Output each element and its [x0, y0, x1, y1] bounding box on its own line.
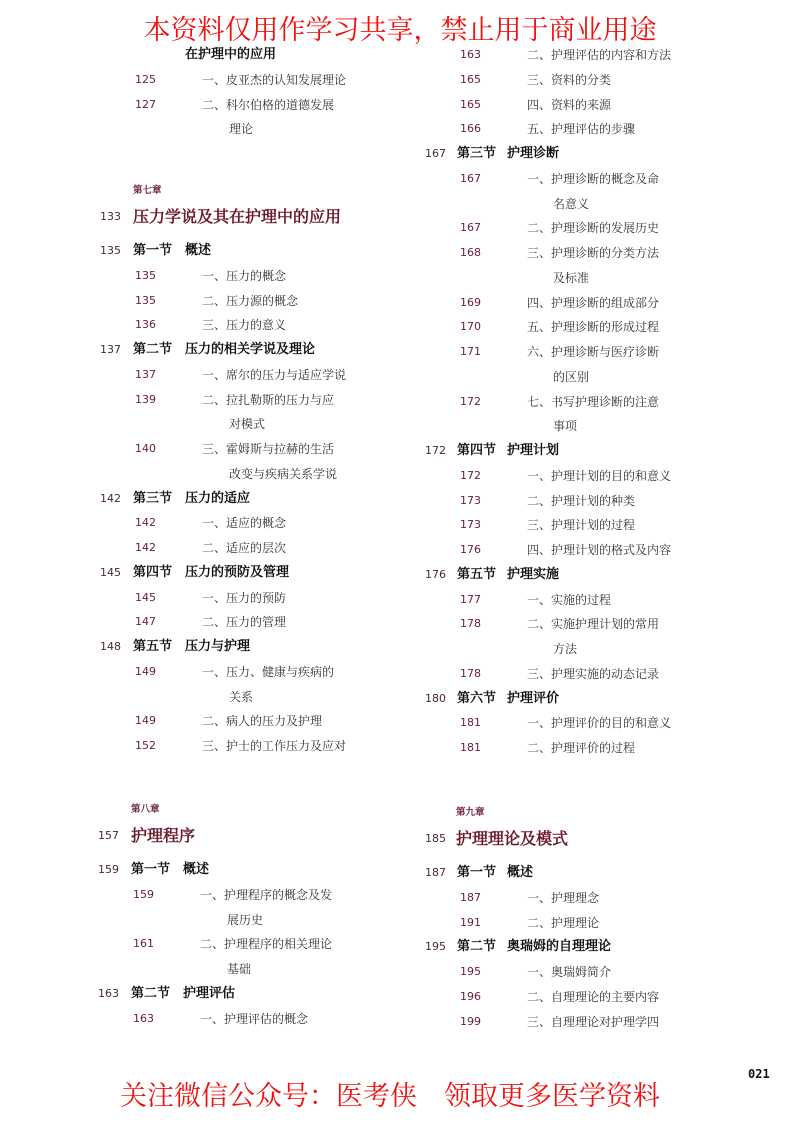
toc-subsection-entry[interactable]	[425, 612, 725, 637]
chapter-label: 第九章	[456, 807, 485, 818]
continuation-text: 方法	[553, 642, 578, 656]
section-title: 压力的相关学说及理论	[185, 342, 316, 357]
chapter-title-row[interactable]	[98, 818, 398, 854]
subsection-title: 一、皮亚杰的认知发展理论	[202, 72, 347, 87]
section-label: 第五节	[457, 566, 497, 582]
section-label: 第一节	[133, 243, 173, 258]
subsection-title: 二、拉扎勒斯的压力与应	[202, 392, 335, 407]
chapter-title: 护理程序	[131, 826, 196, 845]
section-title: 护理实施	[507, 566, 560, 582]
subsection-page-number: 195	[460, 965, 481, 978]
subsection-title: 二、护理诊断的发展历史	[527, 221, 660, 236]
toc-subsection-entry[interactable]	[425, 538, 725, 563]
continuation-text: 改变与疾病关系学说	[229, 466, 338, 481]
section-label: 第一节	[131, 862, 171, 877]
chapter-page-number: 157	[98, 829, 119, 842]
toc-entry-continuation	[425, 266, 725, 291]
section-page-number: 135	[100, 244, 121, 257]
toc-subsection-entry[interactable]	[100, 511, 400, 536]
page-number: 021	[748, 1067, 770, 1081]
toc-left-continuation	[100, 43, 400, 142]
subsection-title: 四、护理计划的格式及内容	[527, 543, 672, 557]
subsection-title: 五、护理评估的步骤	[527, 122, 636, 137]
toc-subsection-entry[interactable]	[100, 264, 400, 289]
toc-subsection-entry[interactable]	[100, 289, 400, 314]
watermark-banner-bottom: 关注微信公众号：医考侠 领取更多医学资料	[120, 1081, 660, 1112]
section-page-number: 187	[425, 866, 446, 879]
toc-subsection-entry[interactable]	[100, 536, 400, 561]
subsection-page-number: 187	[460, 890, 481, 904]
section-title: 护理评估	[183, 985, 236, 1001]
toc-heading-continuation	[100, 43, 400, 68]
toc-subsection-entry[interactable]	[100, 437, 400, 462]
continuation-text: 理论	[229, 122, 254, 137]
subsection-title: 六、护理诊断与医疗诊断	[527, 345, 660, 359]
subsection-page-number: 147	[135, 615, 156, 629]
subsection-page-number: 149	[135, 714, 156, 728]
toc-subsection-entry[interactable]	[425, 241, 725, 266]
toc-subsection-entry[interactable]	[425, 93, 725, 118]
chapter-title-row[interactable]	[100, 199, 400, 235]
chapter-title: 护理理论及模式	[456, 829, 569, 848]
toc-section-entry[interactable]	[425, 861, 725, 886]
subsection-title: 四、资料的来源	[527, 97, 612, 112]
subsection-page-number: 171	[460, 345, 481, 358]
subsection-page-number: 196	[460, 989, 481, 1003]
section-label: 第四节	[457, 443, 497, 458]
toc-section-entry[interactable]	[100, 338, 400, 363]
toc-section-entry[interactable]	[425, 439, 725, 464]
subsection-title: 三、护理诊断的分类方法	[527, 246, 660, 260]
toc-subsection-entry[interactable]	[425, 985, 725, 1010]
subsection-title: 一、护理程序的概念及发	[200, 887, 333, 902]
toc-subsection-entry[interactable]	[425, 960, 725, 985]
chapter-label-row	[98, 802, 398, 818]
subsection-page-number: 149	[135, 664, 156, 678]
subsection-page-number: 177	[460, 592, 481, 606]
toc-section-entry[interactable]	[425, 142, 725, 167]
subsection-page-number: 176	[460, 543, 481, 556]
toc-entry-continuation	[100, 412, 400, 437]
subsection-page-number: 137	[135, 367, 156, 381]
toc-chapter-8	[98, 802, 398, 1031]
toc-subsection-entry[interactable]	[100, 610, 400, 635]
subsection-page-number: 125	[135, 72, 156, 86]
toc-subsection-entry[interactable]	[425, 167, 725, 192]
toc-subsection-entry[interactable]	[425, 216, 725, 241]
toc-entry-continuation	[98, 908, 398, 933]
section-page-number: 176	[425, 567, 446, 581]
toc-entry-continuation	[425, 414, 725, 439]
subsection-page-number: 163	[460, 48, 481, 61]
section-title: 压力的预防及管理	[185, 564, 290, 580]
subsection-title: 四、护理诊断的组成部分	[527, 295, 660, 310]
subsection-title: 二、护理评估的内容和方法	[527, 48, 672, 62]
subsection-title: 一、护理计划的目的和意义	[527, 468, 672, 483]
subsection-page-number: 173	[460, 493, 481, 507]
toc-subsection-entry[interactable]	[425, 1010, 725, 1035]
heading-continuation-text: 在护理中的应用	[185, 47, 277, 62]
subsection-page-number: 145	[135, 590, 156, 604]
continuation-text: 关系	[229, 689, 254, 704]
toc-chapter-7	[100, 183, 400, 759]
toc-subsection-entry[interactable]	[100, 313, 400, 338]
toc-entry-continuation	[425, 192, 725, 217]
subsection-page-number: 191	[460, 915, 481, 929]
chapter-label: 第七章	[133, 185, 162, 196]
subsection-page-number: 165	[460, 97, 481, 111]
continuation-text: 对模式	[229, 417, 266, 432]
toc-subsection-entry[interactable]	[100, 709, 400, 734]
subsection-title: 三、护理计划的过程	[527, 518, 636, 533]
subsection-title: 三、护理实施的动态记录	[527, 666, 660, 681]
subsection-page-number: 127	[135, 97, 156, 111]
toc-subsection-entry[interactable]	[425, 513, 725, 538]
subsection-page-number: 135	[135, 268, 156, 282]
subsection-title: 一、压力、健康与疾病的	[202, 664, 335, 679]
section-page-number: 180	[425, 691, 446, 705]
section-label: 第三节	[133, 490, 173, 506]
subsection-title: 一、压力的预防	[202, 590, 287, 605]
subsection-title: 一、护理评价的目的和意义	[527, 716, 672, 731]
toc-subsection-entry[interactable]	[425, 315, 725, 340]
section-page-number: 142	[100, 491, 121, 505]
toc-subsection-entry[interactable]	[425, 886, 725, 911]
toc-section-entry[interactable]	[425, 935, 725, 960]
subsection-page-number: 167	[460, 221, 481, 235]
chapter-page-number: 185	[425, 832, 446, 845]
toc-subsection-entry[interactable]	[425, 117, 725, 142]
section-page-number: 137	[100, 343, 121, 356]
section-label: 第二节	[131, 985, 171, 1001]
subsection-title: 二、实施护理计划的常用	[527, 617, 660, 632]
section-page-number: 195	[425, 940, 446, 954]
chapter-label-row	[425, 805, 725, 821]
subsection-page-number: 170	[460, 320, 481, 334]
subsection-title: 一、护理理念	[527, 890, 600, 905]
subsection-page-number: 178	[460, 666, 481, 680]
section-label: 第四节	[133, 564, 173, 580]
section-label: 第五节	[133, 639, 173, 654]
chapter-label: 第八章	[131, 804, 160, 815]
subsection-page-number: 181	[460, 716, 481, 730]
section-label: 第三节	[457, 146, 497, 161]
subsection-title: 二、护理评价的过程	[527, 741, 636, 755]
toc-section-entry[interactable]	[98, 858, 398, 883]
section-title: 奥瑞姆的自理理论	[507, 939, 612, 955]
toc-entry-continuation	[425, 637, 725, 662]
subsection-title: 三、护士的工作压力及应对	[202, 739, 347, 753]
toc-subsection-entry[interactable]	[100, 93, 400, 118]
subsection-title: 二、护理计划的种类	[527, 493, 636, 508]
subsection-title: 二、适应的层次	[202, 541, 287, 555]
toc-subsection-entry[interactable]	[425, 464, 725, 489]
toc-entry-continuation	[100, 462, 400, 487]
section-page-number: 159	[98, 863, 119, 876]
subsection-title: 一、护理诊断的概念及命	[527, 171, 660, 186]
subsection-title: 二、压力的管理	[202, 615, 287, 630]
subsection-title: 一、奥瑞姆简介	[527, 965, 612, 979]
subsection-page-number: 152	[135, 739, 156, 752]
toc-entry-continuation	[100, 117, 400, 142]
subsection-page-number: 163	[133, 1011, 154, 1025]
subsection-title: 二、科尔伯格的道德发展	[202, 97, 335, 112]
toc-subsection-entry[interactable]	[425, 588, 725, 613]
toc-subsection-entry[interactable]	[425, 711, 725, 736]
section-label: 第二节	[457, 939, 497, 955]
section-title: 概述	[185, 243, 212, 258]
subsection-title: 一、护理评估的概念	[200, 1011, 309, 1026]
chapter-label-row	[100, 183, 400, 199]
section-page-number: 163	[98, 986, 119, 1000]
subsection-title: 二、压力源的概念	[202, 293, 299, 308]
toc-subsection-entry[interactable]	[98, 1007, 398, 1032]
section-label: 第二节	[133, 342, 173, 357]
subsection-title: 一、席尔的压力与适应学说	[202, 367, 347, 382]
continuation-text: 及标准	[553, 270, 590, 285]
toc-subsection-entry[interactable]	[100, 734, 400, 759]
section-page-number: 172	[425, 444, 446, 457]
toc-entry-continuation	[100, 685, 400, 710]
toc-subsection-entry[interactable]	[425, 43, 725, 68]
continuation-text: 基础	[227, 962, 252, 976]
chapter-page-number: 133	[100, 210, 121, 223]
toc-section-entry[interactable]	[98, 982, 398, 1007]
subsection-page-number: 172	[460, 394, 481, 408]
subsection-title: 二、自理理论的主要内容	[527, 989, 660, 1004]
toc-subsection-entry[interactable]	[100, 586, 400, 611]
subsection-title: 七、书写护理诊断的注意	[527, 394, 660, 409]
toc-entry-continuation	[425, 365, 725, 390]
section-page-number: 148	[100, 640, 121, 653]
toc-subsection-entry[interactable]	[98, 883, 398, 908]
toc-subsection-entry[interactable]	[425, 291, 725, 316]
subsection-page-number: 181	[460, 741, 481, 754]
toc-subsection-entry[interactable]	[425, 911, 725, 936]
toc-subsection-entry[interactable]	[425, 489, 725, 514]
subsection-title: 一、压力的概念	[202, 268, 287, 283]
toc-section-entry[interactable]	[100, 561, 400, 586]
subsection-page-number: 159	[133, 887, 154, 901]
subsection-page-number: 199	[460, 1014, 481, 1028]
toc-subsection-entry[interactable]	[100, 363, 400, 388]
subsection-title: 二、护理程序的相关理论	[200, 937, 333, 952]
subsection-title: 二、护理理论	[527, 915, 600, 930]
section-title: 护理诊断	[507, 146, 560, 161]
subsection-title: 三、压力的意义	[202, 318, 287, 333]
section-title: 概述	[183, 862, 210, 877]
continuation-text: 展历史	[227, 912, 264, 927]
section-page-number: 167	[425, 147, 446, 160]
toc-section-entry[interactable]	[425, 563, 725, 588]
watermark-banner-top: 本资料仅用作学习共享，禁止用于商业用途	[143, 15, 657, 46]
subsection-page-number: 166	[460, 122, 481, 136]
toc-subsection-entry[interactable]	[425, 662, 725, 687]
subsection-page-number: 167	[460, 171, 481, 185]
toc-subsection-entry[interactable]	[425, 390, 725, 415]
toc-section-entry[interactable]	[100, 487, 400, 512]
subsection-title: 一、适应的概念	[202, 516, 287, 531]
toc-chapter-9	[425, 805, 725, 1034]
subsection-title: 三、自理理论对护理学四	[527, 1014, 660, 1029]
subsection-title: 一、实施的过程	[527, 592, 612, 607]
toc-subsection-entry[interactable]	[100, 68, 400, 93]
toc-section-entry[interactable]	[100, 239, 400, 264]
subsection-page-number: 165	[460, 72, 481, 86]
continuation-text: 的区别	[553, 369, 590, 384]
toc-section-entry[interactable]	[425, 687, 725, 712]
subsection-page-number: 161	[133, 937, 154, 951]
subsection-title: 二、病人的压力及护理	[202, 714, 323, 729]
toc-subsection-entry[interactable]	[100, 388, 400, 413]
toc-section-entry[interactable]	[100, 635, 400, 660]
subsection-page-number: 178	[460, 617, 481, 631]
section-label: 第六节	[457, 690, 497, 706]
subsection-title: 三、资料的分类	[527, 72, 612, 87]
section-title: 压力的适应	[185, 490, 251, 506]
continuation-text: 名意义	[553, 196, 590, 211]
subsection-page-number: 135	[135, 293, 156, 307]
toc-subsection-entry[interactable]	[425, 736, 725, 761]
toc-subsection-entry[interactable]	[425, 340, 725, 365]
section-label: 第一节	[457, 865, 497, 880]
subsection-page-number: 142	[135, 516, 156, 530]
toc-subsection-entry[interactable]	[98, 932, 398, 957]
section-title: 压力与护理	[185, 639, 251, 654]
chapter-title: 压力学说及其在护理中的应用	[133, 207, 342, 226]
toc-right-continuation	[425, 43, 725, 761]
section-title: 护理计划	[507, 443, 560, 458]
subsection-page-number: 140	[135, 442, 156, 455]
section-page-number: 145	[100, 565, 121, 579]
subsection-title: 三、霍姆斯与拉赫的生活	[202, 442, 335, 456]
subsection-page-number: 139	[135, 392, 156, 406]
chapter-title-row[interactable]	[425, 821, 725, 857]
section-title: 概述	[507, 865, 534, 880]
section-title: 护理评价	[507, 690, 560, 706]
subsection-title: 五、护理诊断的形成过程	[527, 320, 660, 335]
subsection-page-number: 169	[460, 295, 481, 309]
subsection-page-number: 142	[135, 541, 156, 554]
toc-subsection-entry[interactable]	[100, 660, 400, 685]
subsection-page-number: 172	[460, 468, 481, 482]
toc-subsection-entry[interactable]	[425, 68, 725, 93]
continuation-text: 事项	[553, 419, 578, 434]
subsection-page-number: 136	[135, 318, 156, 332]
subsection-page-number: 168	[460, 246, 481, 259]
subsection-page-number: 173	[460, 518, 481, 532]
toc-entry-continuation	[98, 957, 398, 982]
